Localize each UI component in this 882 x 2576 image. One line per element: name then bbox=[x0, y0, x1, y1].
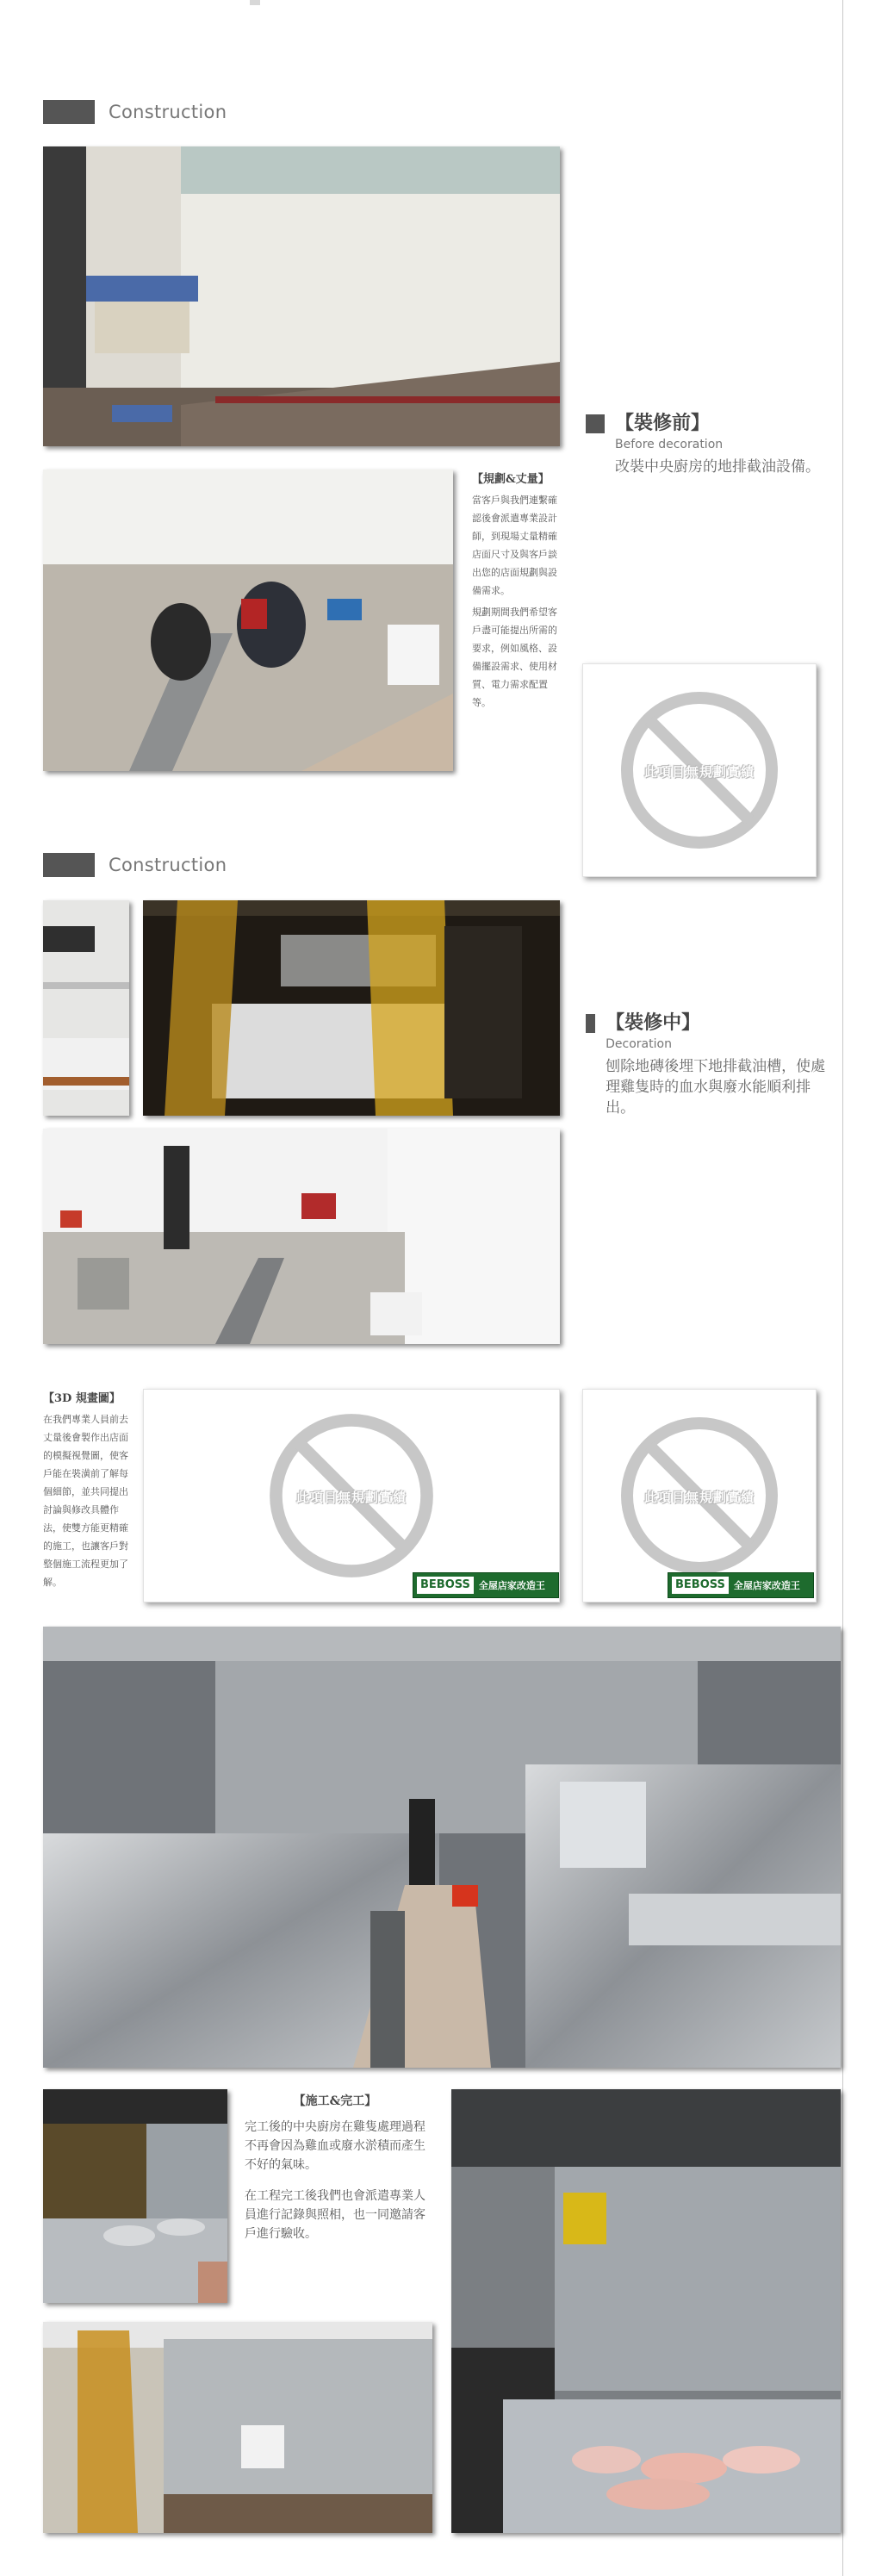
placeholder-card-3d-right bbox=[582, 1389, 817, 1602]
logo-tagline: 全屋店家改造王 bbox=[733, 1580, 800, 1591]
placeholder-card-3d-left bbox=[143, 1389, 560, 1602]
photo-during-shelf bbox=[43, 900, 129, 1116]
photo-completed-pots bbox=[43, 2089, 227, 2303]
photo-before-demolition bbox=[43, 146, 560, 446]
design-3d-heading: 【3D 規畫圖】 bbox=[43, 1392, 121, 1405]
stage-marker bbox=[586, 414, 605, 433]
logo-tagline: 全屋店家改造王 bbox=[478, 1580, 545, 1591]
photo-completed-kitchen bbox=[43, 1627, 841, 2068]
planning-note bbox=[472, 470, 558, 715]
photo-before-workers bbox=[43, 470, 453, 771]
placeholder-text: 此項目無規劃實績 bbox=[295, 1490, 407, 1505]
placeholder-card-before bbox=[582, 663, 817, 877]
section-heading-text: Construction bbox=[109, 102, 227, 122]
design-3d-body: 在我們專業人員前去丈量後會製作出店面的模擬視覺圖，使客戶能在裝潢前了解每個細節，並共同提出討論與修改具體作法，使雙方能更精確的施工，也讓客戶對整個施工流程更加了解。 bbox=[43, 1414, 128, 1588]
completion-paragraph-1: 完工後的中央廚房在雞隻處理過程不再會因為雞血或廢水淤積而產生不好的氣味。 bbox=[245, 2120, 425, 2172]
top-decoration bbox=[250, 0, 260, 5]
stage-subtitle: Before decoration bbox=[615, 438, 724, 451]
planning-body bbox=[472, 491, 558, 712]
stage-marker bbox=[586, 1014, 595, 1033]
placeholder-text: 此項目無規劃實績 bbox=[643, 764, 755, 780]
photo-during-trench bbox=[43, 1129, 560, 1344]
logo-brand: BEBOSS bbox=[672, 1577, 729, 1594]
section-bar bbox=[43, 853, 95, 877]
beboss-logo bbox=[668, 1572, 814, 1598]
stage-description: 改裝中央廚房的地排截油設備。 bbox=[615, 458, 820, 476]
section-heading-1 bbox=[43, 100, 227, 124]
placeholder-text: 此項目無規劃實績 bbox=[643, 1490, 755, 1505]
photo-during-curtains bbox=[143, 900, 560, 1116]
logo-brand: BEBOSS bbox=[417, 1577, 474, 1594]
planning-paragraph-1: 當客戶與我們連繫確認後會派遣專業設計師，到現場丈量精確店面尺寸及與客戶談出您的店面規劃與設備需求。 bbox=[472, 495, 557, 596]
stage-title: 【裝修前】 bbox=[615, 412, 711, 434]
stage-during bbox=[586, 1010, 835, 1118]
design-3d-note bbox=[43, 1389, 129, 1591]
completion-body bbox=[245, 2118, 425, 2243]
planning-paragraph-2: 規劃期間我們希望客戶盡可能提出所需的要求，例如風格、設備擺設需求、使用材質、電力需求配置等。 bbox=[472, 607, 557, 708]
section-bar bbox=[43, 100, 95, 124]
right-divider bbox=[842, 0, 843, 2576]
photo-completed-corridor bbox=[43, 2322, 432, 2533]
stage-subtitle: Decoration bbox=[606, 1037, 672, 1051]
stage-title: 【裝修中】 bbox=[606, 1011, 701, 1034]
completion-heading: 【施工&完工】 bbox=[293, 2094, 377, 2108]
photo-completed-processing bbox=[451, 2089, 841, 2533]
planning-heading: 【規劃&丈量】 bbox=[472, 473, 550, 486]
completion-note bbox=[245, 2092, 425, 2256]
stage-before bbox=[586, 410, 835, 477]
beboss-logo bbox=[413, 1572, 559, 1598]
section-heading-text: Construction bbox=[109, 855, 227, 875]
stage-description: 刨除地磚後埋下地排截油槽，使處理雞隻時的血水與廢水能順利排出。 bbox=[606, 1058, 826, 1117]
completion-paragraph-2: 在工程完工後我們也會派遣專業人員進行記錄與照相，也一同邀請客戶進行驗收。 bbox=[245, 2189, 425, 2241]
section-heading-2 bbox=[43, 853, 227, 877]
